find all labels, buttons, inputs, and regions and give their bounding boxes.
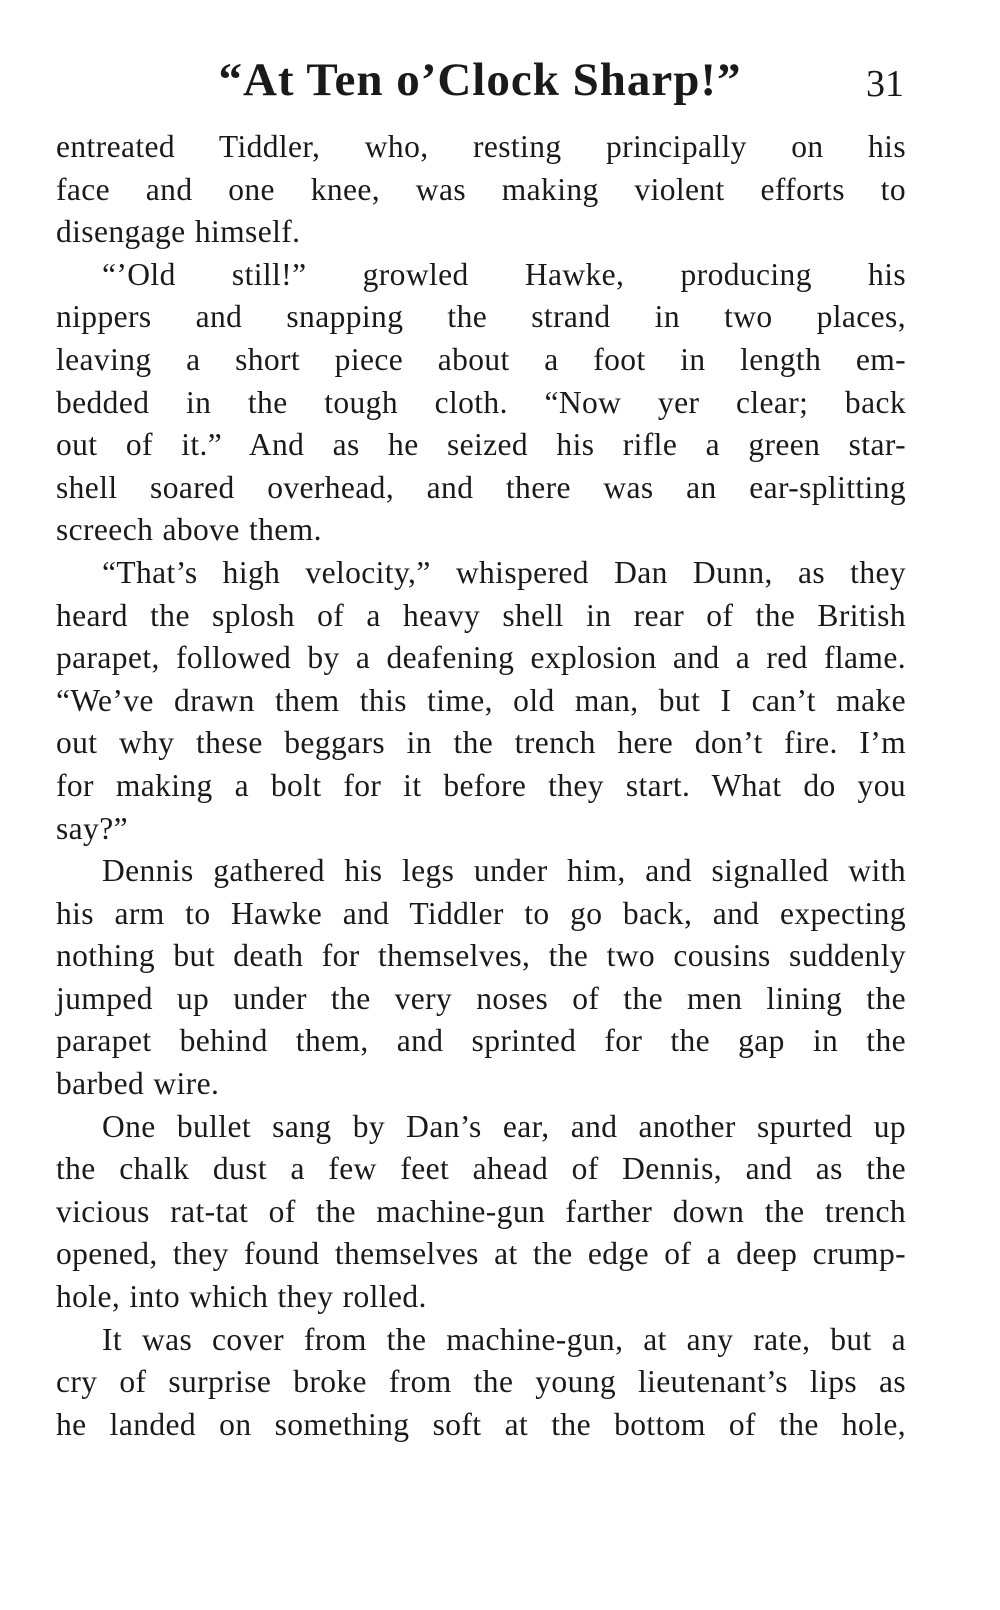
text-line: he landed on something soft at the bottom of the hole,: [56, 1406, 906, 1442]
text-line: bedded in the tough cloth. “Now yer clear; back: [56, 384, 906, 420]
text-line: leaving a short piece about a foot in length em-: [56, 341, 906, 377]
text-line: “That’s high velocity,” whispered Dan Dunn, as they: [102, 554, 906, 590]
text-line: barbed wire.: [56, 1066, 220, 1102]
text-line: nothing but death for themselves, the two cousins suddenly: [56, 938, 906, 974]
paragraph: [56, 552, 906, 850]
text-line: vicious rat-tat of the machine-gun farther down the trench: [56, 1193, 906, 1229]
text-line: for making a bolt for it before they start. What do you: [56, 767, 906, 803]
text-line: parapet behind them, and sprinted for the gap in the: [56, 1023, 906, 1059]
text-line: screech above them.: [56, 512, 322, 548]
text-line: jumped up under the very noses of the men lining the: [56, 980, 906, 1016]
text-line: shell soared overhead, and there was an ear-splitting: [56, 469, 906, 505]
chapter-running-title: “At Ten o’Clock Sharp!”: [218, 54, 742, 106]
paragraph: [56, 254, 906, 552]
text-line: face and one knee, was making violent efforts to: [56, 171, 906, 207]
text-line: “’Old still!” growled Hawke, producing his: [102, 256, 906, 292]
paragraph: [56, 1106, 906, 1319]
text-line: out why these beggars in the trench here don’t fire. I’m: [56, 725, 906, 761]
text-line: the chalk dust a few feet ahead of Dennis, and as the: [56, 1151, 906, 1187]
text-line: entreated Tiddler, who, resting principally on his: [56, 129, 906, 164]
text-line: It was cover from the machine-gun, at any rate, but a: [102, 1321, 906, 1357]
running-head: [0, 50, 1000, 110]
page-number: 31: [866, 63, 904, 105]
text-line: One bullet sang by Dan’s ear, and another spurted up: [102, 1108, 906, 1144]
text-line: hole, into which they rolled.: [56, 1279, 427, 1315]
text-line: say?”: [56, 810, 128, 846]
text-line: parapet, followed by a deafening explosion and a red flame.: [56, 640, 906, 676]
body-text: [56, 126, 906, 1446]
text-line: his arm to Hawke and Tiddler to go back, and expecting: [56, 895, 906, 931]
paragraph: [56, 126, 906, 254]
text-line: cry of surprise broke from the young lieutenant’s lips as: [56, 1364, 906, 1400]
paragraph: [56, 1319, 906, 1447]
text-line: opened, they found themselves at the edge of a deep crump-: [56, 1236, 906, 1272]
text-line: “We’ve drawn them this time, old man, but I can’t make: [56, 682, 906, 718]
text-line: out of it.” And as he seized his rifle a green star-: [56, 427, 906, 463]
text-line: Dennis gathered his legs under him, and signalled with: [102, 853, 906, 889]
text-line: heard the splosh of a heavy shell in rear of the British: [56, 597, 906, 633]
paragraph: [56, 850, 906, 1106]
text-line: nippers and snapping the strand in two places,: [56, 299, 906, 335]
text-line: disengage himself.: [56, 214, 301, 250]
